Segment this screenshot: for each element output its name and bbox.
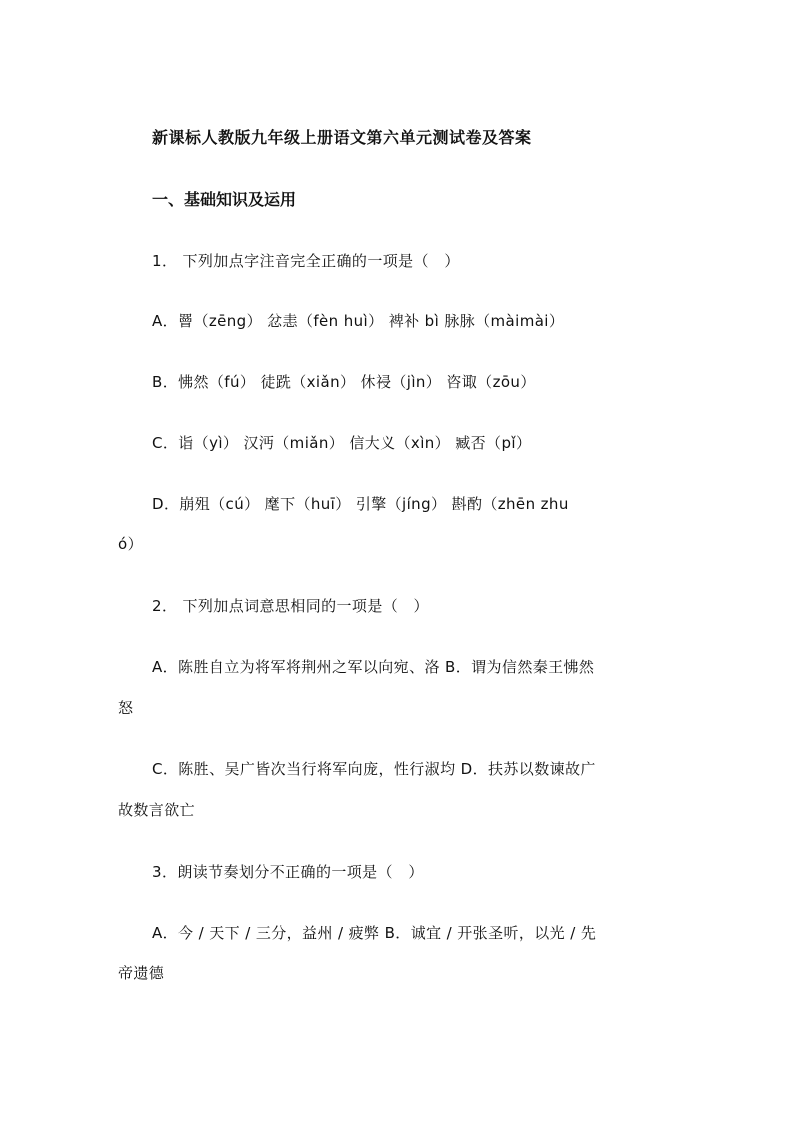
question-3-options-ab: A．今 / 天下 / 三分，益州 / 疲弊 B．诚宜 / 开张圣听，以光 / 先 xyxy=(152,924,597,942)
question-1-option-d-continued: ó） xyxy=(118,535,143,553)
section-heading: 一、基础知识及运用 xyxy=(152,190,297,209)
question-2-options-cd: C．陈胜、吴广皆次当行将军向庞，性行淑均 D．扶苏以数谏故广 xyxy=(152,760,596,778)
question-1-option-a: A．罾（zēng） 忿恚（fèn huì） 裨补 bì 脉脉（màimài） xyxy=(152,312,565,330)
question-1-option-c: C．诣（yì） 汉沔（miǎn） 信大义（xìn） 臧否（pǐ） xyxy=(152,434,532,452)
question-2-stem: 2． 下列加点词意思相同的一项是（ ） xyxy=(152,597,429,615)
question-3-stem: 3．朗读节奏划分不正确的一项是（ ） xyxy=(152,863,424,881)
question-2-options-cd-continued: 故数言欲亡 xyxy=(118,801,196,819)
question-1-stem: 1． 下列加点字注音完全正确的一项是（ ） xyxy=(152,252,460,270)
question-2-options-ab: A．陈胜自立为将军将荆州之军以向宛、洛 B．谓为信然秦王怫然 xyxy=(152,658,595,676)
question-1-option-b: B．怫然（fú） 徒跣（xiǎn） 休祲（jìn） 咨诹（zōu） xyxy=(152,373,536,391)
document-title: 新课标人教版九年级上册语文第六单元测试卷及答案 xyxy=(152,128,532,147)
question-1-option-d: D．崩殂（cú） 麾下（huī） 引擎（jíng） 斟酌（zhēn zhu xyxy=(152,495,569,513)
question-3-options-ab-continued: 帝遗德 xyxy=(118,964,165,982)
question-2-options-ab-continued: 怒 xyxy=(118,699,134,717)
